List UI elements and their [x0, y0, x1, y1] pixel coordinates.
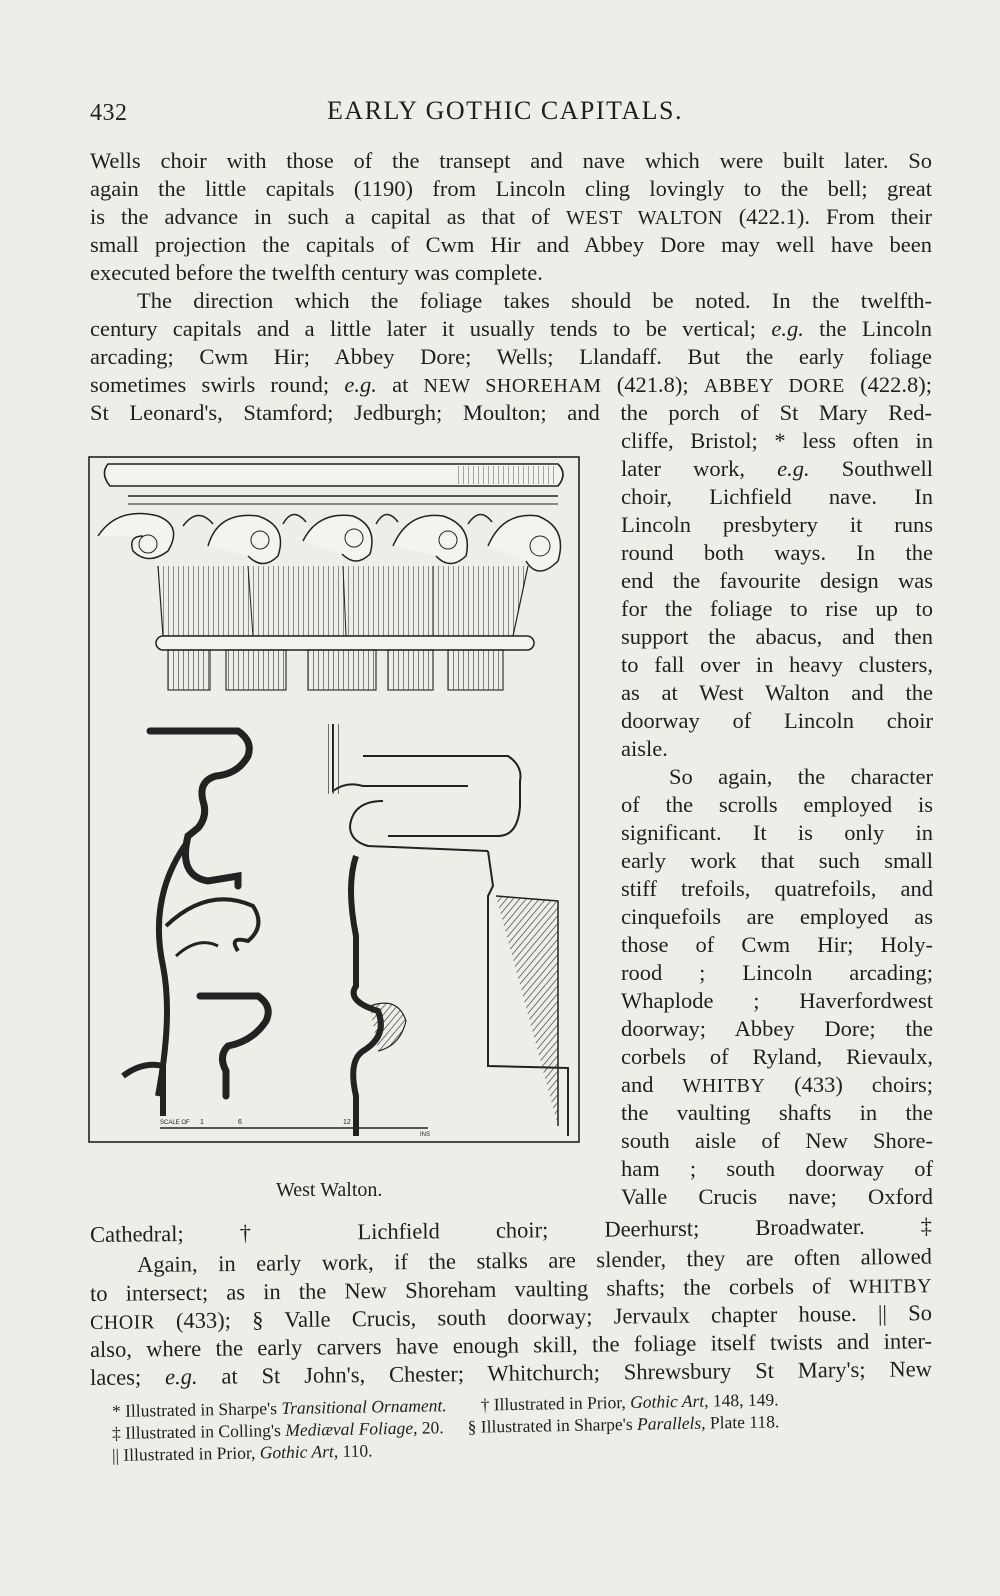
text-line: to fall over in heavy clusters, — [621, 652, 933, 677]
text-line: Cathedral; † Lichfield choir; Deerhurst; Broadwater. ‡ — [89, 1213, 933, 1247]
text-line: corbels of Ryland, Rievaulx, — [621, 1044, 933, 1069]
scale-label: SCALE OF — [160, 1120, 190, 1126]
text-line: small projection the capitals of Cwm Hir and Abbey Dore may well have been — [90, 232, 932, 257]
footnote-line: * Illustrated in Sharpe's Transitional Ornament. † Illustrated in Prior, Gothic Art, 148, 149. — [111, 1389, 779, 1421]
text-line: arcading; Cwm Hir; Abbey Dore; Wells; Llandaff. But the early foliage — [90, 344, 932, 369]
text-line: round both ways. In the — [621, 540, 933, 565]
text-line: Whaplode ; Haverfordwest — [621, 988, 933, 1013]
text-line: later work, e.g. Southwell — [621, 456, 933, 481]
text-line: support the abacus, and then — [621, 624, 933, 649]
scale-tick: 1 — [200, 1119, 204, 1126]
text-line: the vaulting shafts in the — [621, 1100, 933, 1125]
page-number: 432 — [90, 100, 128, 126]
text-line: those of Cwm Hir; Holy- — [621, 932, 933, 957]
text-line: So again, the character — [669, 764, 933, 789]
scale-unit: INS — [420, 1132, 431, 1138]
text-line: for the foliage to rise up to — [621, 596, 933, 621]
small-caps-ref: NEW SHOREHAM — [423, 375, 602, 397]
text-line: doorway of Lincoln choir — [621, 708, 933, 733]
text-line: sometimes swirls round; e.g. at NEW SHOREHAM (421.8); ABBEY DORE (422.8); — [90, 372, 932, 397]
small-caps-ref: CHOIR — [89, 1311, 155, 1334]
text-line: The direction which the foliage takes should be noted. In the twelfth- — [137, 288, 932, 313]
text-line: significant. It is only in — [621, 820, 933, 845]
text-line: and WHITBY (433) choirs; — [621, 1072, 933, 1097]
text-line: Again, in early work, if the stalks are slender, they are often allowed — [136, 1243, 933, 1277]
text-line: choir, Lichfield nave. In — [621, 484, 933, 509]
text-line: to intersect; as in the New Shoreham vaulting shafts; the corbels of WHITBY — [89, 1273, 933, 1306]
text-line: rood ; Lincoln arcading; — [621, 960, 933, 985]
text-line: stiff trefoils, quatrefoils, and — [621, 876, 933, 901]
text-line: St Leonard's, Stamford; Jedburgh; Moulton; and the porch of St Mary Red- — [90, 400, 932, 425]
scale-tick: 6 — [238, 1119, 242, 1126]
text-line: of the scrolls employed is — [621, 792, 933, 817]
text-line: cinquefoils are employed as — [621, 904, 933, 929]
small-caps-ref: WHITBY — [682, 1075, 766, 1097]
text-line: Lincoln presbytery it runs — [621, 512, 933, 537]
scale-tick: 12 — [343, 1119, 351, 1126]
figure-caption: West Walton. — [276, 1179, 383, 1201]
text-line: executed before the twelfth century was complete. — [90, 260, 543, 285]
text-line: Valle Crucis nave; Oxford — [621, 1184, 933, 1209]
text-line: cliffe, Bristol; * less often in — [621, 428, 933, 453]
text-line: is the advance in such a capital as that of WEST WALTON (422.1). From their — [90, 204, 933, 229]
footnote-line: || Illustrated in Prior, Gothic Art, 110. — [111, 1440, 373, 1465]
footnote-line: ‡ Illustrated in Colling's Mediæval Foliage, 20. § Illustrated in Sharpe's Parallels, Plate 118. — [111, 1411, 780, 1443]
text-line: Wells choir with those of the transept and nave which were built later. So — [90, 148, 932, 173]
small-caps-ref: WEST WALTON — [566, 207, 723, 229]
small-caps-ref: ABBEY DORE — [703, 375, 845, 397]
text-line: ham ; south doorway of — [621, 1156, 933, 1181]
text-line: again the little capitals (1190) from Lincoln cling lovingly to the bell; great — [90, 176, 932, 201]
text-line: CHOIR (433); § Valle Crucis, south doorway; Jervaulx chapter house. || So — [89, 1300, 933, 1334]
capital-illustration — [88, 456, 591, 1178]
text-line: aisle. — [621, 736, 668, 761]
text-line: early work that such small — [621, 848, 933, 873]
text-line: end the favourite design was — [621, 568, 933, 593]
text-line: laces; e.g. at St John's, Chester; Whitchurch; Shrewsbury St Mary's; New — [89, 1356, 933, 1390]
text-line: doorway; Abbey Dore; the — [621, 1016, 933, 1041]
text-line: century capitals and a little later it usually tends to be vertical; e.g. the Lincoln — [90, 316, 932, 341]
text-line: also, where the early carvers have enough skill, the foliage itself twists and inter- — [89, 1328, 933, 1362]
running-head — [90, 96, 920, 132]
small-caps-ref: WHITBY — [848, 1275, 933, 1299]
text-line: south aisle of New Shore- — [621, 1128, 933, 1153]
text-line: as at West Walton and the — [621, 680, 933, 705]
page-title: EARLY GOTHIC CAPITALS. — [327, 96, 683, 125]
